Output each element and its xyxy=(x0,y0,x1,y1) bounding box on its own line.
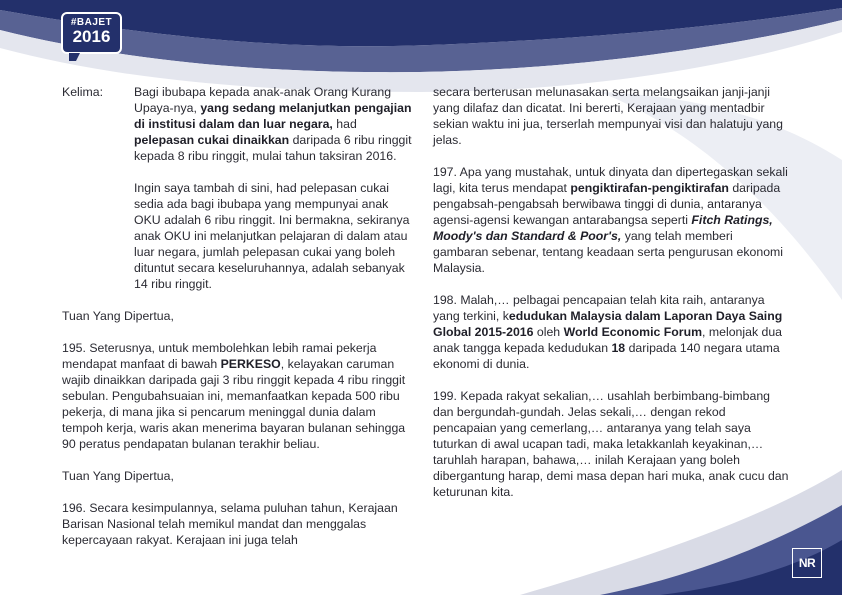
address-1: Tuan Yang Dipertua, xyxy=(62,309,174,323)
address-2: Tuan Yang Dipertua, xyxy=(62,469,174,483)
item-paragraph-2: Ingin saya tambah di sini, had pelepasan cukai sedia ada bagi ibubapa yang mempunyai anak OKU adalah 6 ribu ringgit. Ini bermakna, sekiranya anak OKU ini melanjutkan pelajaran di dalam atau luar negara, jumlah pelepasan cukai yang boleh dituntut secara keseluruhannya, adalah sebanyak 14 ribu ringgit. xyxy=(134,181,410,291)
badge-hashtag: #BAJET xyxy=(70,17,113,28)
paragraph-198: 198. Malah,… pelbagai pencapaian telah kita raih, antaranya yang terkini, kedudukan Malaysia dalam Laporan Daya Saing Global 2015-2016 oleh World Economic Forum, melonjak dua anak tangga kepada kedudukan 18 daripada 140 negara utama ekonomi di dunia. xyxy=(433,293,783,371)
item-label: Kelima: xyxy=(62,85,104,99)
bajet-2016-badge xyxy=(61,12,122,54)
paragraph-196: 196. Secara kesimpulannya, selama puluhan tahun, Kerajaan Barisan Nasional telah memikul mandat dan menggalas kepercayaan rakyat. Kerajaan ini juga telah xyxy=(62,501,398,547)
paragraph-197: 197. Apa yang mustahak, untuk dinyata dan dipertegaskan sekali lagi, kita terus mendapat pengiktirafan-pengiktirafan daripada pengabsah-pengabsah berwibawa tinggi di dunia, antaranya agensi-agensi kewangan antarabangsa seperti Fitch Ratings, Moody's dan Standard & Poor's, yang telah memberi gambaran sebenar, tentang keadaan serta pengurusan ekonomi Malaysia. xyxy=(433,165,788,275)
item-body xyxy=(134,84,412,308)
paragraph-195: 195. Seterusnya, untuk membolehkan lebih ramai pekerja mendapat manfaat di bawah PERKESO, kelayakan caruman wajib dinaikkan daripada gaji 3 ribu ringgit kepada 4 ribu ringgit sebulan. Pengubahsuaian ini, memanfaatkan kepada 500 ribu pekerja, di mana jika si pencarum meninggal dunia dalam tempoh kerja, waris akan menerima bayaran bulanan sehingga 90 peratus pendapatan bulanan terakhir beliau. xyxy=(62,341,406,451)
right-column xyxy=(433,84,789,516)
paragraph-199: 199. Kepada rakyat sekalian,… usahlah berbimbang-bimbang dan bergundah-gundah. Jelas sekali,… dengan rekod pencapaian yang cemerlang,… antaranya yang telah saya tuturkan di awal ucapan tadi, maka letakkanlah keyakinan,… taruhlah harapan, bahawa,… inilah Kerajaan yang boleh dibergantung harap, demi masa depan hari muka, anak cucu dan keturunan kita. xyxy=(433,389,789,499)
badge-year: 2016 xyxy=(72,27,111,46)
paragraph-196-continued: secara berterusan melunasakan serta melangsaikan janji-janji yang dilafaz dan dicatat. Ini bererti, Kerajaan yang mentadbir sekian waktu ini jua, terserlah mempunyai visi dan halatuju yang jelas. xyxy=(433,85,783,147)
item-kelima xyxy=(62,84,412,308)
item-paragraph-1: Bagi ibubapa kepada anak-anak Orang Kurang Upaya-nya, yang sedang melanjutkan pengajian di institusi dalam dan luar negara, had pelepasan cukai dinaikkan daripada 6 ribu ringgit kepada 8 ribu ringgit, mulai tahun taksiran 2016. xyxy=(134,85,412,163)
nr-logo: NR xyxy=(792,548,822,578)
left-column xyxy=(62,84,412,564)
